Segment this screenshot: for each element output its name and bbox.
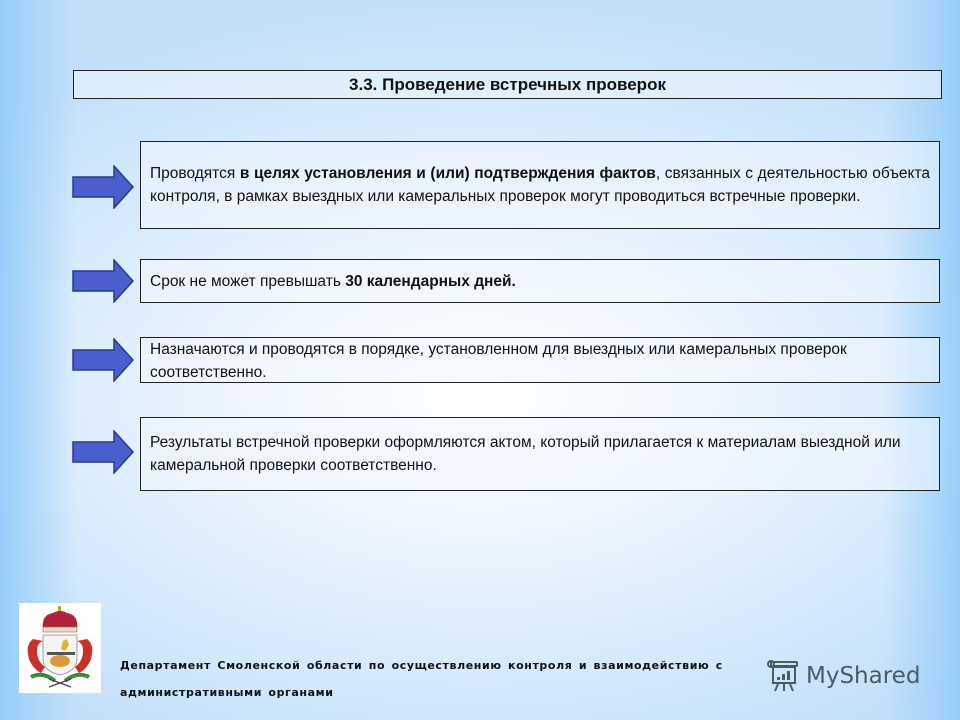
item-box-2 <box>140 259 940 303</box>
item-text-3: Назначаются и проводятся в порядке, установленном для выездных или камеральных проверок соответственно. <box>150 341 847 381</box>
watermark-label: MyShared <box>806 663 921 689</box>
smolensk-coat-of-arms-icon <box>19 603 101 693</box>
right-arrow-icon <box>72 338 134 382</box>
presentation-board-icon <box>766 658 800 694</box>
item-text-1: Проводятся в целях установления и (или) подтверждения фактов, связанных с деятельностью объекта контроля, в рамках выездных или камеральных проверок могут проводиться встречные проверки. <box>150 165 931 205</box>
item-box-3 <box>140 337 940 383</box>
item-box-4 <box>140 417 940 491</box>
right-arrow-icon <box>72 259 134 303</box>
right-arrow-icon <box>72 430 134 474</box>
item-box-1 <box>140 141 940 229</box>
department-line-1: Департамент Смоленской области по осуществлению контроля и взаимодействию с <box>120 659 723 672</box>
myshared-watermark[interactable] <box>766 656 920 696</box>
slide-title: 3.3. Проведение встречных проверок <box>73 70 942 99</box>
department-caption <box>120 652 723 706</box>
department-line-2: административными органами <box>120 686 334 699</box>
right-arrow-icon <box>72 165 134 209</box>
item-text-4: Результаты встречной проверки оформляются актом, который прилагается к материалам выездной или камеральной проверки соответственно. <box>150 434 901 474</box>
coat-of-arms-emblem <box>19 603 101 693</box>
item-text-2: Срок не может превышать 30 календарных дней. <box>150 272 516 290</box>
